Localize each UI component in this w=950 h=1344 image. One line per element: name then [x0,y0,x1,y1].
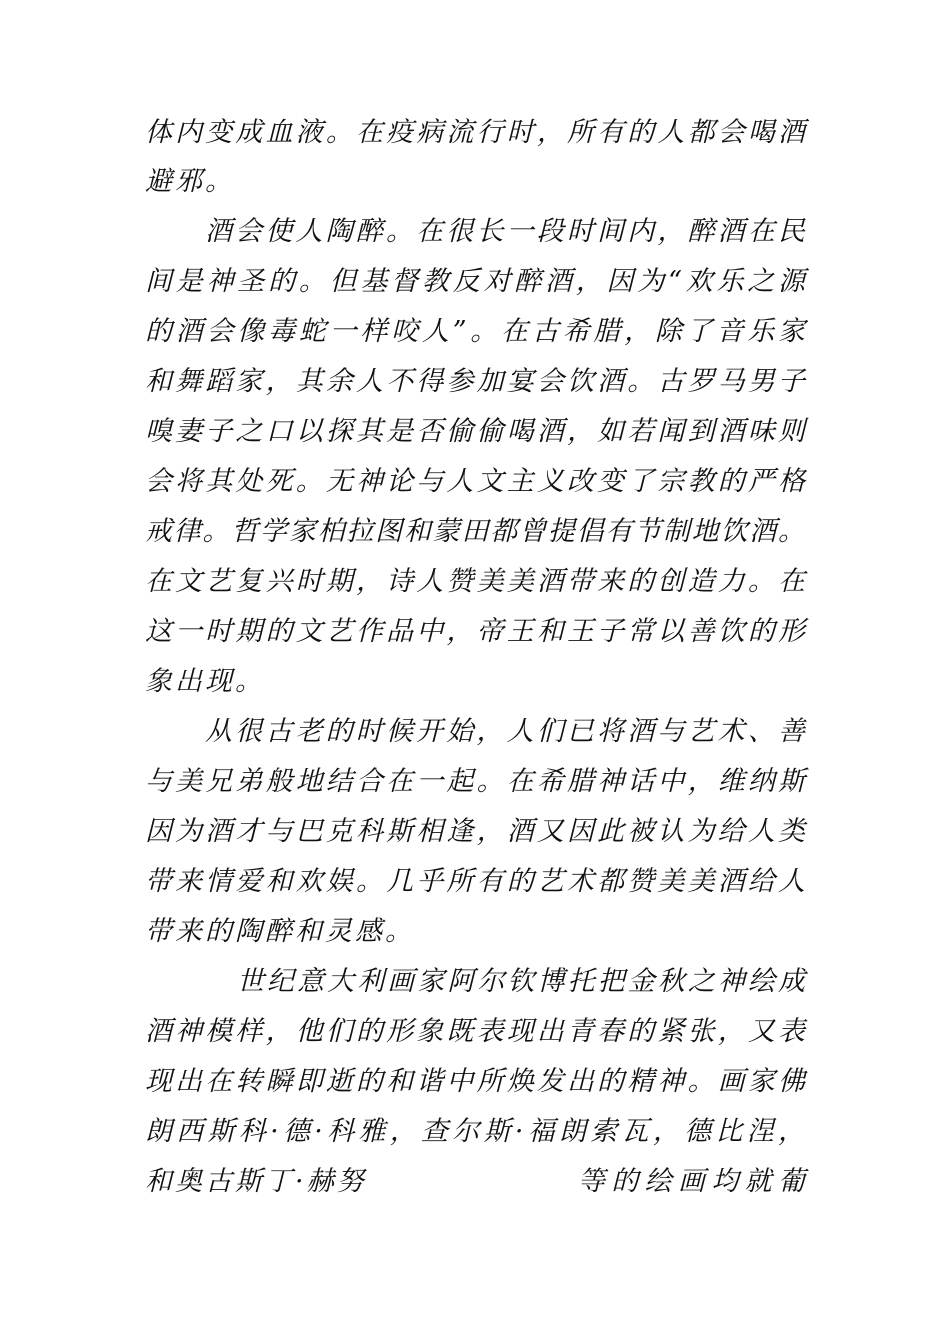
paragraph-3-line-1: 从很古老的时候开始，人们已将酒与艺术、善 [205,716,805,747]
paragraph-2-line-1: 酒会使人陶醉。在很长一段时间内，醉酒在民 [205,216,805,247]
text-line-15: 因为酒才与巴克科斯相逢，酒又因此被认为给人类 [145,816,805,847]
text-line-6: 和舞蹈家，其余人不得参加宴会饮酒。古罗马男子 [145,366,805,397]
text-line-21: 朗西斯科·德·科雅，查尔斯·福朗索瓦，德比涅， [145,1116,805,1147]
text-line-8: 会将其处死。无神论与人文主义改变了宗教的严格 [145,466,805,497]
text-line-5: 的酒会像毒蛇一样咬人”。在古希腊，除了音乐家 [145,316,805,347]
text-line-16: 带来情爱和欢娱。几乎所有的艺术都赞美美酒给人 [145,866,805,897]
text-line-20: 现出在转瞬即逝的和谐中所焕发出的精神。画家佛 [145,1066,805,1097]
text-line-7: 嗅妻子之口以探其是否偷偷喝酒，如若闻到酒味则 [145,416,805,447]
text-line-2: 避邪。 [145,166,235,197]
text-line-19: 酒神模样，他们的形象既表现出青春的紧张，又表 [145,1016,805,1047]
text-line-12: 象出现。 [145,666,265,697]
text-line-17: 带来的陶醉和灵感。 [145,916,415,947]
text-line-10: 在文艺复兴时期，诗人赞美美酒带来的创造力。在 [145,566,805,597]
text-line-14: 与美兄弟般地结合在一起。在希腊神话中，维纳斯 [145,766,805,797]
text-line-22-right: 等的绘画均就葡 [578,1166,805,1197]
text-line-4: 间是神圣的。但基督教反对醉酒，因为“欢乐之源 [145,266,805,297]
text-line-1: 体内变成血液。在疫病流行时，所有的人都会喝酒 [145,117,805,148]
text-line-11: 这一时期的文艺作品中，帝王和王子常以善饮的形 [145,616,805,647]
text-line-9: 戒律。哲学家柏拉图和蒙田都曾提倡有节制地饮酒。 [145,516,805,547]
text-line-22-left: 和奥古斯丁·赫努 [145,1166,367,1197]
paragraph-4-line-1: 世纪意大利画家阿尔钦博托把金秋之神绘成 [237,966,805,997]
